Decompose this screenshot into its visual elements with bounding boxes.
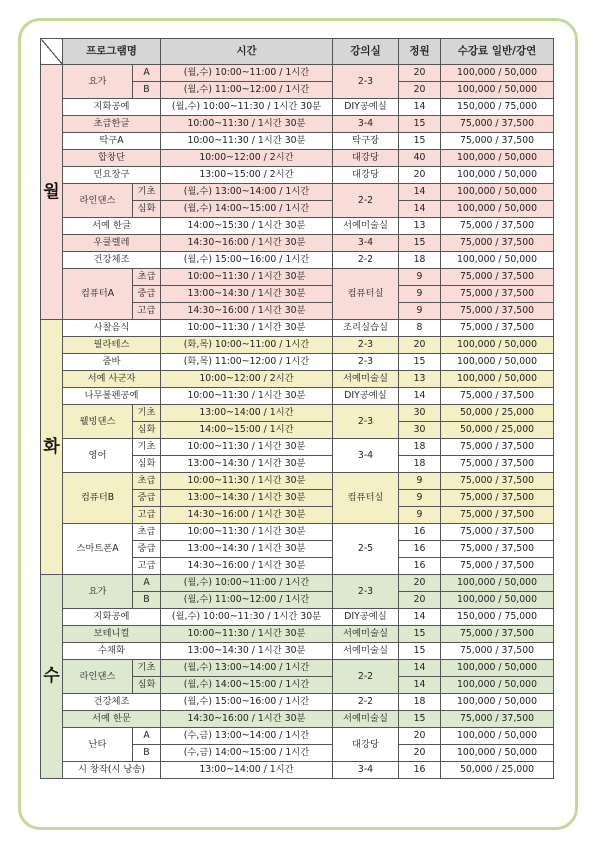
fee-cell: 100,000 / 50,000 <box>441 150 554 167</box>
capacity-cell: 15 <box>399 354 441 371</box>
program-name: 서예 한글 <box>63 218 161 235</box>
room-cell: 2-3 <box>333 354 399 371</box>
program-level: 기초 <box>133 660 161 677</box>
capacity-cell: 20 <box>399 65 441 82</box>
capacity-cell: 14 <box>399 388 441 405</box>
time-cell: 10:00~11:30 / 1시간 30분 <box>161 133 333 150</box>
room-cell: DIY공예실 <box>333 609 399 626</box>
fee-cell: 75,000 / 37,500 <box>441 235 554 252</box>
program-name: 영어 <box>63 439 133 473</box>
capacity-cell: 20 <box>399 167 441 184</box>
room-cell: 컴퓨터실 <box>333 269 399 320</box>
capacity-cell: 14 <box>399 660 441 677</box>
capacity-cell: 16 <box>399 762 441 779</box>
program-level: 초급 <box>133 269 161 286</box>
fee-cell: 75,000 / 37,500 <box>441 626 554 643</box>
time-cell: 14:00~15:00 / 1시간 <box>161 422 333 439</box>
time-cell: 10:00~11:30 / 1시간 30분 <box>161 388 333 405</box>
capacity-cell: 14 <box>399 677 441 694</box>
capacity-cell: 13 <box>399 218 441 235</box>
program-level: B <box>133 592 161 609</box>
fee-cell: 75,000 / 37,500 <box>441 456 554 473</box>
room-cell: 3-4 <box>333 235 399 252</box>
program-name: 민요장구 <box>63 167 161 184</box>
capacity-cell: 40 <box>399 150 441 167</box>
room-cell: 3-4 <box>333 116 399 133</box>
capacity-cell: 15 <box>399 235 441 252</box>
room-cell: 2-2 <box>333 184 399 218</box>
program-level: A <box>133 728 161 745</box>
program-name: 보테니컬 <box>63 626 161 643</box>
time-cell: (월,수) 14:00~15:00 / 1시간 <box>161 201 333 218</box>
capacity-cell: 15 <box>399 711 441 728</box>
time-cell: (수,금) 14:00~15:00 / 1시간 <box>161 745 333 762</box>
program-level: 심화 <box>133 422 161 439</box>
time-cell: 14:00~15:30 / 1시간 30분 <box>161 218 333 235</box>
table-row <box>41 762 554 779</box>
room-cell: 서예미술실 <box>333 711 399 728</box>
fee-cell: 100,000 / 50,000 <box>441 371 554 388</box>
fee-cell: 75,000 / 37,500 <box>441 524 554 541</box>
time-cell: 10:00~11:30 / 1시간 30분 <box>161 473 333 490</box>
fee-cell: 100,000 / 50,000 <box>441 728 554 745</box>
program-name: 요가 <box>63 575 133 609</box>
program-name: 건강체조 <box>63 694 161 711</box>
program-name: 컴퓨터A <box>63 269 133 320</box>
program-level: A <box>133 575 161 592</box>
capacity-cell: 20 <box>399 592 441 609</box>
capacity-cell: 14 <box>399 184 441 201</box>
room-cell: 대강당 <box>333 728 399 762</box>
program-name: 사찰음식 <box>63 320 161 337</box>
program-name: 초급한글 <box>63 116 161 133</box>
fee-cell: 75,000 / 37,500 <box>441 541 554 558</box>
program-name: 난타 <box>63 728 133 762</box>
room-cell: 탁구장 <box>333 133 399 150</box>
capacity-cell: 20 <box>399 728 441 745</box>
program-name: 줌바 <box>63 354 161 371</box>
fee-cell: 100,000 / 50,000 <box>441 252 554 269</box>
table-row <box>41 218 554 235</box>
capacity-cell: 9 <box>399 286 441 303</box>
program-name: 라인댄스 <box>63 184 133 218</box>
header-capacity: 정원 <box>399 39 441 65</box>
capacity-cell: 30 <box>399 405 441 422</box>
program-level: 고급 <box>133 303 161 320</box>
program-name: 탁구A <box>63 133 161 150</box>
table-row <box>41 184 554 201</box>
program-level: 심화 <box>133 456 161 473</box>
fee-cell: 75,000 / 37,500 <box>441 269 554 286</box>
fee-cell: 75,000 / 37,500 <box>441 711 554 728</box>
fee-cell: 100,000 / 50,000 <box>441 184 554 201</box>
program-name: 필라테스 <box>63 337 161 354</box>
room-cell: DIY공예실 <box>333 388 399 405</box>
fee-cell: 50,000 / 25,000 <box>441 762 554 779</box>
room-cell: 2-2 <box>333 694 399 711</box>
table-row <box>41 269 554 286</box>
capacity-cell: 8 <box>399 320 441 337</box>
capacity-cell: 20 <box>399 745 441 762</box>
time-cell: 14:30~16:00 / 1시간 30분 <box>161 303 333 320</box>
capacity-cell: 20 <box>399 337 441 354</box>
schedule-body <box>41 65 554 779</box>
table-row <box>41 609 554 626</box>
room-cell: 2-2 <box>333 660 399 694</box>
fee-cell: 75,000 / 37,500 <box>441 218 554 235</box>
header-row <box>41 39 554 65</box>
header-room: 강의실 <box>333 39 399 65</box>
table-row <box>41 728 554 745</box>
time-cell: (수,금) 13:00~14:00 / 1시간 <box>161 728 333 745</box>
capacity-cell: 16 <box>399 524 441 541</box>
program-level: A <box>133 65 161 82</box>
capacity-cell: 15 <box>399 116 441 133</box>
fee-cell: 75,000 / 37,500 <box>441 490 554 507</box>
schedule-table <box>40 38 554 779</box>
table-row <box>41 320 554 337</box>
program-name: 웰빙댄스 <box>63 405 133 439</box>
room-cell: 서예미술실 <box>333 643 399 660</box>
capacity-cell: 15 <box>399 133 441 150</box>
program-name: 라인댄스 <box>63 660 133 694</box>
capacity-cell: 14 <box>399 99 441 116</box>
time-cell: 10:00~11:30 / 1시간 30분 <box>161 626 333 643</box>
program-level: 중급 <box>133 541 161 558</box>
capacity-cell: 16 <box>399 541 441 558</box>
capacity-cell: 9 <box>399 490 441 507</box>
table-row <box>41 65 554 82</box>
header-program: 프로그램명 <box>63 39 161 65</box>
room-cell: 2-3 <box>333 65 399 99</box>
capacity-cell: 18 <box>399 252 441 269</box>
table-row <box>41 99 554 116</box>
capacity-cell: 9 <box>399 507 441 524</box>
fee-cell: 100,000 / 50,000 <box>441 677 554 694</box>
time-cell: 14:30~16:00 / 1시간 30분 <box>161 235 333 252</box>
program-name: 지화공예 <box>63 609 161 626</box>
program-level: 초급 <box>133 473 161 490</box>
program-name: 요가 <box>63 65 133 99</box>
time-cell: 13:00~14:30 / 1시간 30분 <box>161 286 333 303</box>
room-cell: 2-3 <box>333 405 399 439</box>
program-level: 초급 <box>133 524 161 541</box>
room-cell: 서예미술실 <box>333 626 399 643</box>
fee-cell: 100,000 / 50,000 <box>441 575 554 592</box>
fee-cell: 75,000 / 37,500 <box>441 439 554 456</box>
room-cell: 3-4 <box>333 439 399 473</box>
capacity-cell: 14 <box>399 609 441 626</box>
program-level: 고급 <box>133 558 161 575</box>
table-row <box>41 133 554 150</box>
fee-cell: 75,000 / 37,500 <box>441 116 554 133</box>
program-name: 수채화 <box>63 643 161 660</box>
program-name: 스마트폰A <box>63 524 133 575</box>
table-row <box>41 660 554 677</box>
time-cell: 13:00~14:30 / 1시간 30분 <box>161 541 333 558</box>
room-cell: 3-4 <box>333 762 399 779</box>
time-cell: 10:00~11:30 / 1시간 30분 <box>161 320 333 337</box>
time-cell: (월,수) 15:00~16:00 / 1시간 <box>161 252 333 269</box>
program-name: 나무볼펜공예 <box>63 388 161 405</box>
capacity-cell: 18 <box>399 439 441 456</box>
fee-cell: 100,000 / 50,000 <box>441 82 554 99</box>
time-cell: 10:00~11:30 / 1시간 30분 <box>161 439 333 456</box>
table-row <box>41 626 554 643</box>
program-level: 심화 <box>133 677 161 694</box>
header-time: 시간 <box>161 39 333 65</box>
corner-cell <box>41 39 63 65</box>
capacity-cell: 18 <box>399 694 441 711</box>
time-cell: (화,목) 11:00~12:00 / 1시간 <box>161 354 333 371</box>
day-label: 월 <box>41 65 63 320</box>
program-name: 건강체조 <box>63 252 161 269</box>
day-label: 화 <box>41 320 63 575</box>
time-cell: 14:30~16:00 / 1시간 30분 <box>161 711 333 728</box>
table-row <box>41 694 554 711</box>
time-cell: 14:30~16:00 / 1시간 30분 <box>161 507 333 524</box>
fee-cell: 150,000 / 75,000 <box>441 99 554 116</box>
table-row <box>41 575 554 592</box>
program-name: 합창단 <box>63 150 161 167</box>
header-fee: 수강료 일반/강연 <box>441 39 554 65</box>
time-cell: (월,수) 11:00~12:00 / 1시간 <box>161 82 333 99</box>
fee-cell: 75,000 / 37,500 <box>441 320 554 337</box>
program-level: 중급 <box>133 490 161 507</box>
fee-cell: 100,000 / 50,000 <box>441 354 554 371</box>
time-cell: 13:00~14:30 / 1시간 30분 <box>161 490 333 507</box>
table-row <box>41 439 554 456</box>
program-level: 기초 <box>133 184 161 201</box>
fee-cell: 100,000 / 50,000 <box>441 337 554 354</box>
table-row <box>41 711 554 728</box>
program-level: 심화 <box>133 201 161 218</box>
capacity-cell: 15 <box>399 643 441 660</box>
fee-cell: 50,000 / 25,000 <box>441 422 554 439</box>
time-cell: (월,수) 10:00~11:00 / 1시간 <box>161 65 333 82</box>
program-name: 서예 사군자 <box>63 371 161 388</box>
table-row <box>41 524 554 541</box>
program-level: 기초 <box>133 405 161 422</box>
time-cell: (월,수) 11:00~12:00 / 1시간 <box>161 592 333 609</box>
table-row <box>41 337 554 354</box>
table-row <box>41 354 554 371</box>
capacity-cell: 13 <box>399 371 441 388</box>
time-cell: 13:00~15:00 / 2시간 <box>161 167 333 184</box>
time-cell: (화,목) 10:00~11:00 / 1시간 <box>161 337 333 354</box>
time-cell: 14:30~16:00 / 1시간 30분 <box>161 558 333 575</box>
capacity-cell: 9 <box>399 269 441 286</box>
fee-cell: 100,000 / 50,000 <box>441 65 554 82</box>
program-name: 서예 한문 <box>63 711 161 728</box>
fee-cell: 75,000 / 37,500 <box>441 133 554 150</box>
fee-cell: 50,000 / 25,000 <box>441 405 554 422</box>
time-cell: 13:00~14:00 / 1시간 <box>161 405 333 422</box>
capacity-cell: 9 <box>399 303 441 320</box>
time-cell: 10:00~12:00 / 2시간 <box>161 371 333 388</box>
room-cell: 2-2 <box>333 252 399 269</box>
fee-cell: 75,000 / 37,500 <box>441 473 554 490</box>
capacity-cell: 14 <box>399 201 441 218</box>
table-row <box>41 405 554 422</box>
program-name: 지화공예 <box>63 99 161 116</box>
fee-cell: 100,000 / 50,000 <box>441 592 554 609</box>
program-level: B <box>133 82 161 99</box>
day-label: 수 <box>41 575 63 779</box>
program-name: 우쿨렐레 <box>63 235 161 252</box>
table-row <box>41 116 554 133</box>
program-level: B <box>133 745 161 762</box>
fee-cell: 75,000 / 37,500 <box>441 643 554 660</box>
room-cell: 2-3 <box>333 575 399 609</box>
capacity-cell: 15 <box>399 626 441 643</box>
table-row <box>41 371 554 388</box>
fee-cell: 150,000 / 75,000 <box>441 609 554 626</box>
table-row <box>41 643 554 660</box>
fee-cell: 75,000 / 37,500 <box>441 286 554 303</box>
time-cell: 13:00~14:30 / 1시간 30분 <box>161 643 333 660</box>
capacity-cell: 20 <box>399 575 441 592</box>
table-row <box>41 388 554 405</box>
time-cell: (월,수) 10:00~11:30 / 1시간 30분 <box>161 609 333 626</box>
fee-cell: 75,000 / 37,500 <box>441 507 554 524</box>
room-cell: 대강당 <box>333 150 399 167</box>
room-cell: 대강당 <box>333 167 399 184</box>
time-cell: 10:00~12:00 / 2시간 <box>161 150 333 167</box>
time-cell: 10:00~11:30 / 1시간 30분 <box>161 269 333 286</box>
time-cell: 13:00~14:30 / 1시간 30분 <box>161 456 333 473</box>
fee-cell: 100,000 / 50,000 <box>441 201 554 218</box>
time-cell: (월,수) 13:00~14:00 / 1시간 <box>161 660 333 677</box>
program-name: 컴퓨터B <box>63 473 133 524</box>
program-level: 기초 <box>133 439 161 456</box>
program-level: 중급 <box>133 286 161 303</box>
capacity-cell: 16 <box>399 558 441 575</box>
time-cell: (월,수) 15:00~16:00 / 1시간 <box>161 694 333 711</box>
fee-cell: 75,000 / 37,500 <box>441 303 554 320</box>
room-cell: 2-3 <box>333 337 399 354</box>
table-row <box>41 150 554 167</box>
fee-cell: 100,000 / 50,000 <box>441 745 554 762</box>
capacity-cell: 30 <box>399 422 441 439</box>
time-cell: 10:00~11:30 / 1시간 30분 <box>161 116 333 133</box>
room-cell: 컴퓨터실 <box>333 473 399 524</box>
fee-cell: 75,000 / 37,500 <box>441 388 554 405</box>
fee-cell: 75,000 / 37,500 <box>441 558 554 575</box>
time-cell: 13:00~14:00 / 1시간 <box>161 762 333 779</box>
program-level: 고급 <box>133 507 161 524</box>
time-cell: (월,수) 14:00~15:00 / 1시간 <box>161 677 333 694</box>
fee-cell: 100,000 / 50,000 <box>441 660 554 677</box>
program-name: 시 창작(시 낭송) <box>63 762 161 779</box>
room-cell: DIY공예실 <box>333 99 399 116</box>
fee-cell: 100,000 / 50,000 <box>441 167 554 184</box>
table-row <box>41 235 554 252</box>
room-cell: 서예미술실 <box>333 218 399 235</box>
room-cell: 서예미술실 <box>333 371 399 388</box>
room-cell: 조리실습실 <box>333 320 399 337</box>
time-cell: 10:00~11:30 / 1시간 30분 <box>161 524 333 541</box>
capacity-cell: 20 <box>399 82 441 99</box>
fee-cell: 100,000 / 50,000 <box>441 694 554 711</box>
time-cell: (월,수) 10:00~11:00 / 1시간 <box>161 575 333 592</box>
time-cell: (월,수) 13:00~14:00 / 1시간 <box>161 184 333 201</box>
room-cell: 2-5 <box>333 524 399 575</box>
table-row <box>41 167 554 184</box>
capacity-cell: 9 <box>399 473 441 490</box>
time-cell: (월,수) 10:00~11:30 / 1시간 30분 <box>161 99 333 116</box>
capacity-cell: 18 <box>399 456 441 473</box>
table-row <box>41 473 554 490</box>
table-row <box>41 252 554 269</box>
